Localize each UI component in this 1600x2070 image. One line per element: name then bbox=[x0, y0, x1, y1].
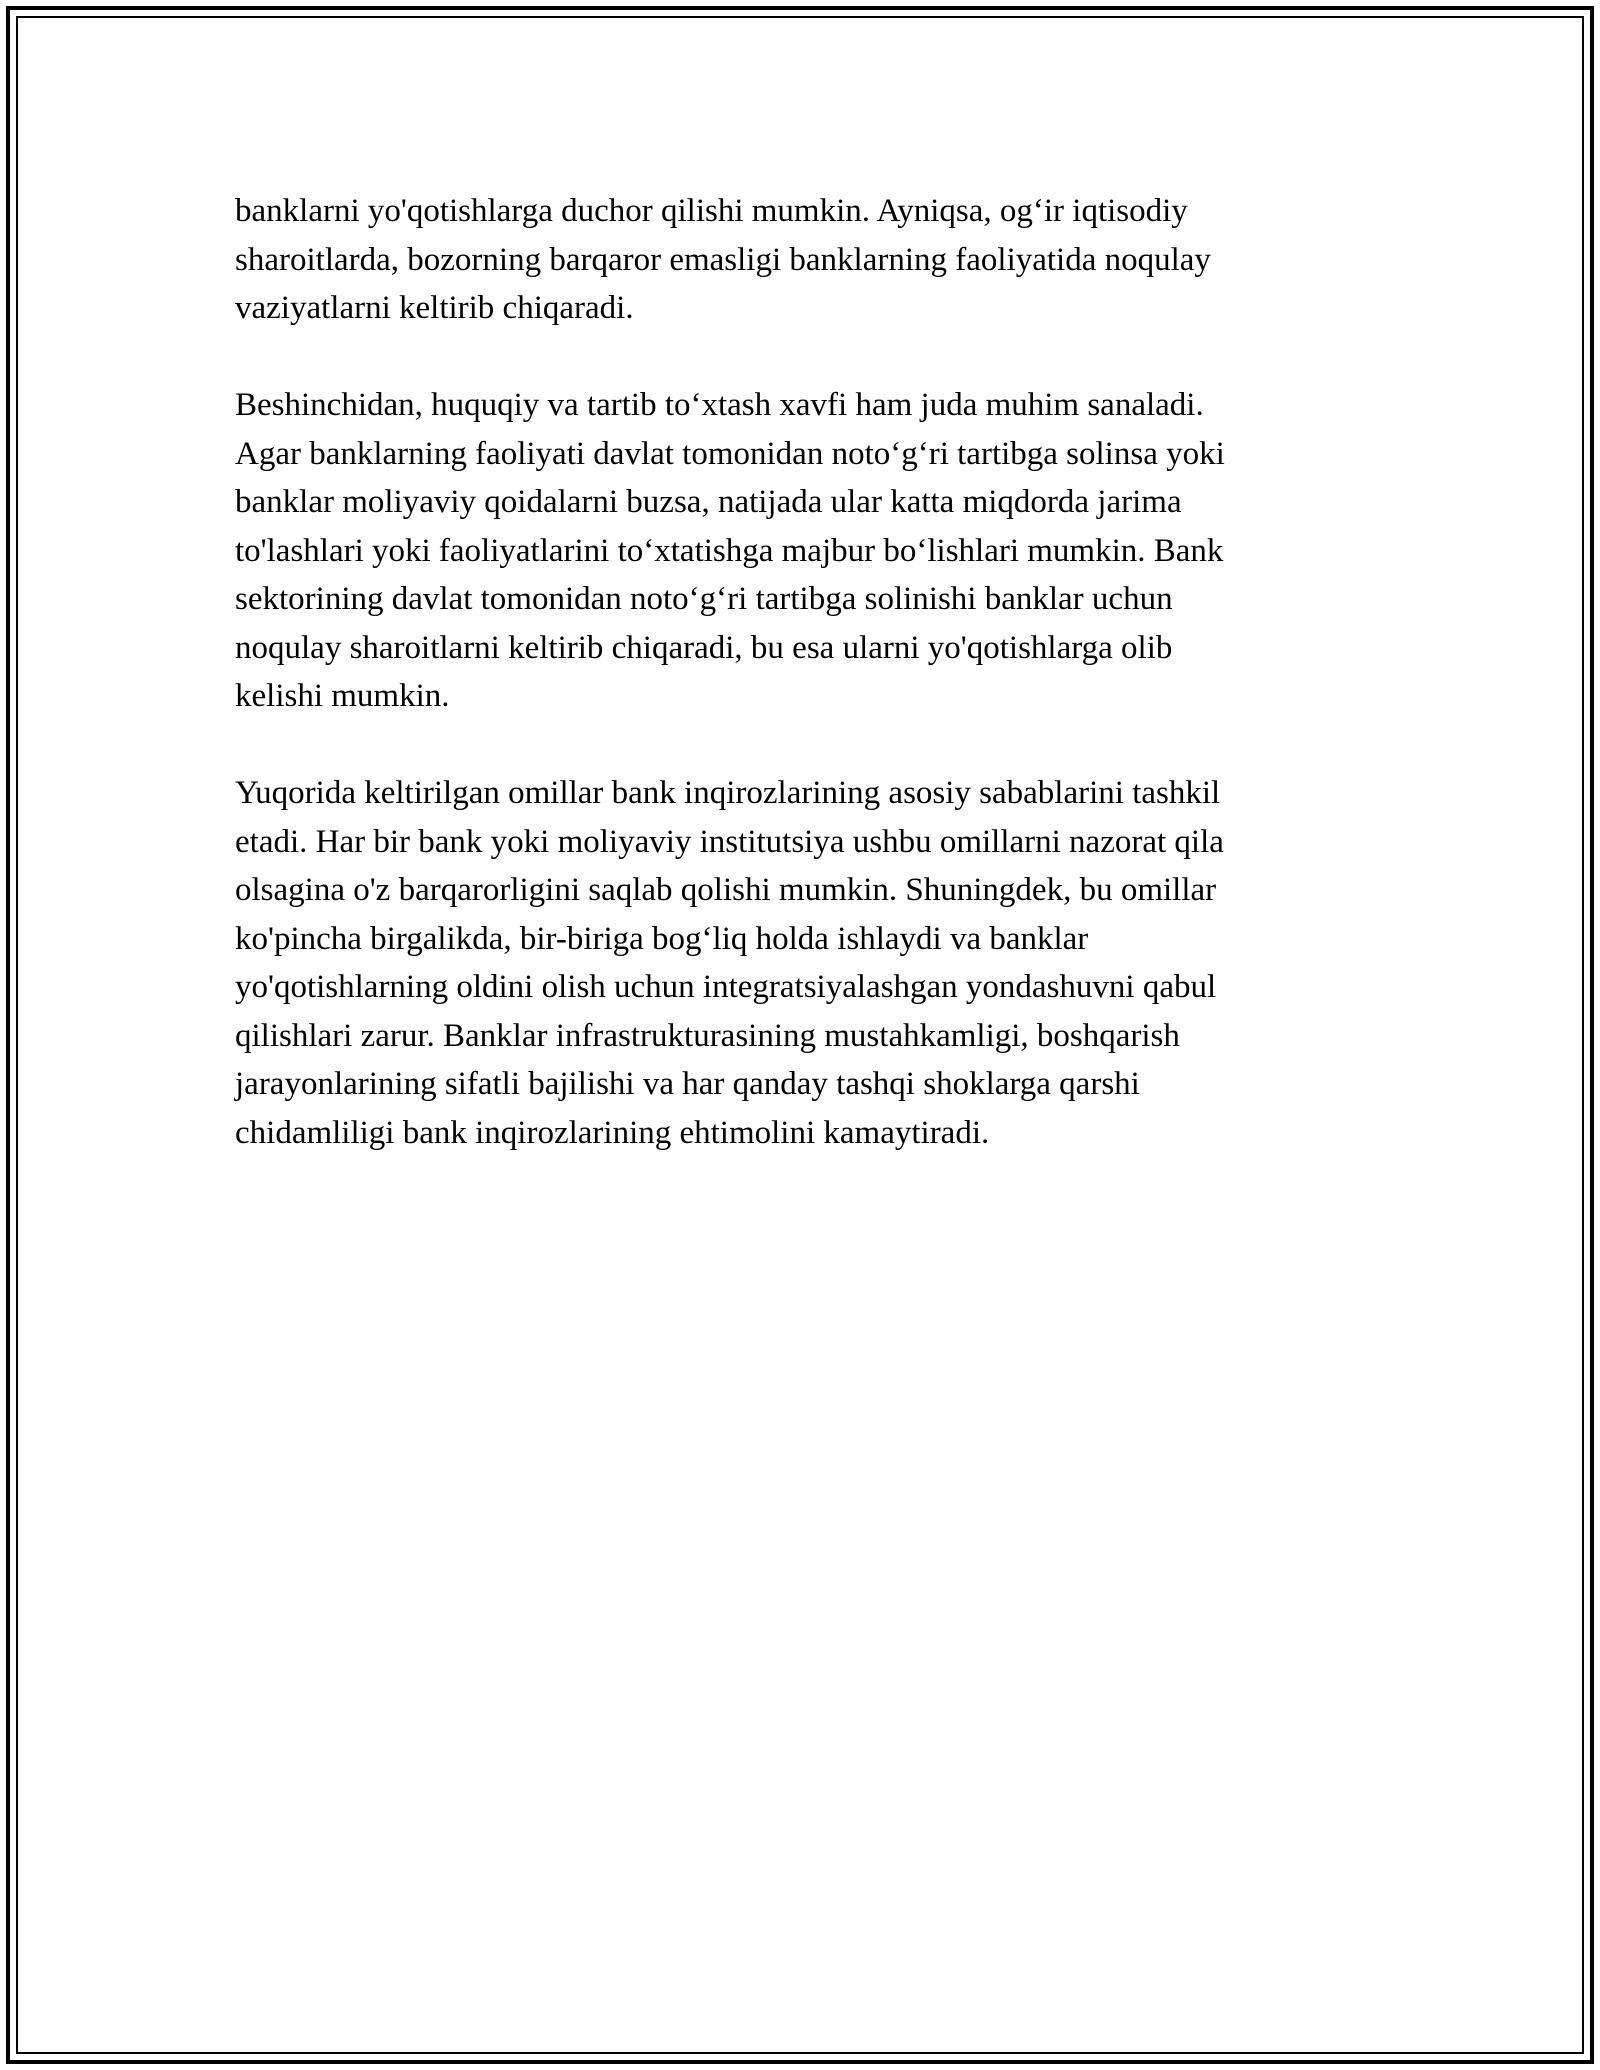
text-line: ko'pincha birgalikda, bir-biriga bog‘liq holda ishlaydi va banklar bbox=[235, 920, 1089, 957]
text-line: sharoitlarda, bozorning barqaror emasligi banklarning faoliyatida noqulay bbox=[235, 241, 1211, 278]
text-line: kelishi mumkin. bbox=[235, 678, 450, 714]
text-line: sektorining davlat tomonidan noto‘g‘ri tartibga solinishi banklar uchun bbox=[235, 581, 1173, 617]
text-line: etadi. Har bir bank yoki moliyaviy institutsiya ushbu omillarni nazorat qila bbox=[235, 823, 1224, 860]
text-line: Agar banklarning faoliyati davlat tomonidan noto‘g‘ri tartibga solinsa yoki bbox=[235, 435, 1225, 472]
text-line: qilishlari zarur. Banklar infrastrukturasining mustahkamligi, boshqarish bbox=[235, 1017, 1180, 1054]
text-line: yo'qotishlarning oldini olish uchun integratsiyalashgan yondashuvni qabul bbox=[235, 969, 1217, 1005]
text-line: Beshinchidan, huquqiy va tartib to‘xtash xavfi ham juda muhim sanaladi. bbox=[235, 387, 1204, 423]
text-line: Yuqorida keltirilgan omillar bank inqirozlarining asosiy sabablarini tashkil bbox=[235, 775, 1221, 811]
paragraph-3 bbox=[235, 769, 1395, 1157]
text-line: banklarni yo'qotishlarga duchor qilishi mumkin. Ayniqsa, og‘ir iqtisodiy bbox=[235, 193, 1188, 229]
paragraph-2 bbox=[235, 381, 1395, 721]
text-line: chidamliligi bank inqirozlarining ehtimolini kamaytiradi. bbox=[235, 1114, 990, 1151]
paragraph-1 bbox=[235, 187, 1395, 333]
text-line: jarayonlarining sifatli bajilishi va har qanday tashqi shoklarga qarshi bbox=[235, 1066, 1140, 1102]
document-body bbox=[235, 187, 1395, 1206]
text-line: to'lashlari yoki faoliyatlarini to‘xtatishga majbur bo‘lishlari mumkin. Bank bbox=[235, 532, 1224, 569]
text-line: vaziyatlarni keltirib chiqaradi. bbox=[235, 290, 634, 326]
text-line: banklar moliyaviy qoidalarni buzsa, natijada ular katta miqdorda jarima bbox=[235, 484, 1182, 520]
text-line: noqulay sharoitlarni keltirib chiqaradi, bu esa ularni yo'qotishlarga olib bbox=[235, 629, 1173, 666]
text-line: olsagina o'z barqarorligini saqlab qolishi mumkin. Shuningdek, bu omillar bbox=[235, 872, 1217, 908]
